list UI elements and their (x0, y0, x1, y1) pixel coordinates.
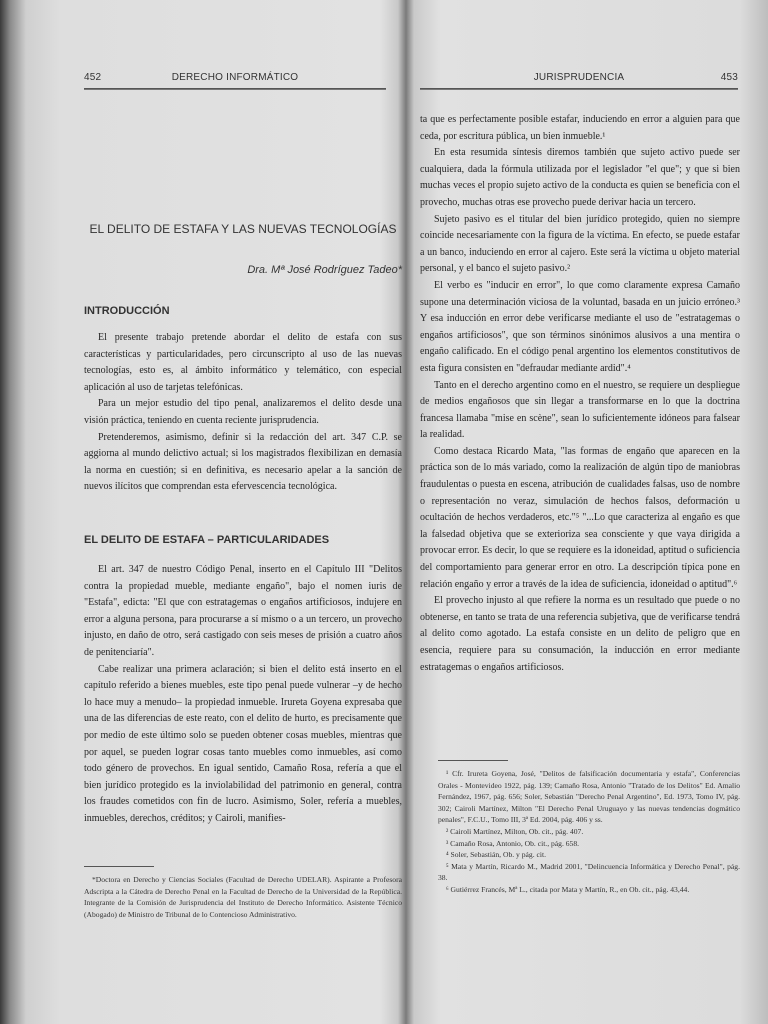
paragraph: Cabe realizar una primera aclaración; si bien el delito está inserto en el capítulo referido a bienes muebles, este tipo penal puede vulnerar –y de hecho lo hace muy a menudo– la propiedad inmueble. Irureta Goyena expresaba que una de las diferencias de este reato, con el delito de hurto, es precisamente que por medio de este último solo se pueden obtener cosas muebles, mientras que por aquel, se pueden lograr cosas tanto muebles como inmuebles, así como todo género de provechos. En igual sentido, Camaño Rosa, refería a que el bien jurídico protegido es la inviolabilidad del patrimonio en general, contra los fraudes cometidos con fin de lucro. Asimismo, Soler, refería a muebles, inmuebles, derechos, créditos; y Cairoli, manifies- (84, 663, 402, 824)
left-footnote (84, 874, 402, 920)
footnote-6: ⁶ Gutiérrez Francés, Mª L., citada por Mata y Martín, R., en Ob. cit., pág. 43,44. (446, 884, 690, 894)
paragraph: El art. 347 de nuestro Código Penal, inserto en el Capítulo III "Delitos contra la propiedad mueble, mediante engaño", bajo el nomen iuris de "Estafa", edicta: "El que con estratagemas o engaños artificiosos, indujere en error a alguna persona, para procurarse a sí mismo o a un tercero, un provecho injusto, en daño de otro, será castigado con seis meses de prisión a cuatro años de penitenciaría". (84, 564, 402, 658)
right-head-rule (420, 89, 738, 90)
right-running-head (420, 70, 738, 89)
paragraph: ta que es perfectamente posible estafar, induciendo en error a alguien para que ceda, por escritura pública, un bien inmueble.¹ (420, 114, 740, 142)
paragraph: En esta resumida síntesis diremos también que sujeto activo puede ser cualquiera, dada la fórmula utilizada por el legislador "el que"; y que si bien muchas veces el propio sujeto activo de la conducta es quien se beneficia con el provecho, muchas otras ese provecho puede derivar hacia un tercero. (420, 147, 740, 208)
introduccion-body (84, 330, 402, 496)
footnote-3: ³ Camaño Rosa, Antonio, Ob. cit., pág. 658. (446, 838, 580, 848)
paragraph: Pretenderemos, asimismo, definir si la redacción del art. 347 C.P. se aggiorna al mundo delictivo actual; si los magistrados flexibilizan en demasía la norma en cuestión; si en definitiva, es necesario apelar a la sanción de nuevos ilícitos que comprendan esta efervescencia tecnológica. (84, 431, 402, 493)
footnote-4: ⁴ Soler, Sebastián, Ob. y pág. cit. (446, 850, 546, 860)
right-footnotes (438, 768, 740, 896)
particularidades-body (84, 562, 402, 828)
left-page-number: 452 (84, 72, 102, 83)
paragraph: Como destaca Ricardo Mata, "las formas de engaño que aparecen en la práctica son de lo más variado, como la realización de algún tipo de maniobras fraudulentas o puesta en escena, atribución de cualidades falsas, uso de nombre o representación no veraz, simulación de hechos falsos, deformación u ocultación de hechos verdaderos, etc."⁵ "...Lo que caracteriza al engaño es que la falsedad objetiva que se exterioriza sea consciente y que vaya dirigida a provocar error. Es decir, lo que se requiere es la idoneidad, aptitud o suficiencia del comportamiento para generar error en otro. La descripción típica pone en relación engaño y error a través de la idea de suficiencia, idoneidad o aptitud".⁶ (420, 445, 740, 590)
footnote-author: *Doctora en Derecho y Ciencias Sociales (Facultad de Derecho UDELAR). Aspirante a Profesora Adscripta a la Cátedra de Derecho Penal en la Facultad de Derecho de la Universidad de la República. Integrante de la Comisión de Jurisprudencia del Instituto de Derecho Informático. Asistente Técnico (Abogado) de Ministro de Tribunal de lo Contencioso Administrativo. (84, 875, 402, 919)
left-footnote-rule (84, 866, 154, 867)
paragraph: El presente trabajo pretende abordar el delito de estafa con sus características y particularidades, pero circunscripto al uso de las nuevas tecnologías, esto es, al ámbito informático y telemático, con especial aplicación al uso de tarjetas telefónicas. (84, 332, 402, 393)
article-author: Dra. Mª José Rodríguez Tadeo* (247, 264, 402, 276)
right-running-title: JURISPRUDENCIA (533, 72, 625, 83)
section-heading-introduccion: INTRODUCCIÓN (84, 305, 170, 317)
paragraph: Para un mejor estudio del tipo penal, analizaremos el delito desde una visión práctica, teniendo en cuenta reciente jurisprudencia. (84, 398, 402, 426)
paragraph: El provecho injusto al que refiere la norma es un resultado que puede o no obtenerse, en tanto se trata de una referencia subjetiva, que de verificarse tendrá al delito como agotado. La estafa consiste en un delito de peligro que en esencia, requiere para su consumación, la inducción en error mediante estratagemas o engaños artificiosos. (420, 595, 740, 673)
article-title: EL DELITO DE ESTAFA Y LAS NUEVAS TECNOLOGÍAS (89, 222, 397, 236)
footnote-2: ² Cairoli Martínez, Milton, Ob. cit., pág. 407. (446, 826, 584, 836)
left-running-title: DERECHO INFORMÁTICO (171, 72, 299, 83)
right-footnote-rule (438, 760, 508, 761)
footnote-5: ⁵ Mata y Martín, Ricardo M., Madrid 2001, "Delincuencia Informática y Derecho Penal", pág. 38. (438, 861, 740, 883)
paragraph: Sujeto pasivo es el titular del bien jurídico protegido, quien no siempre coincide necesariamente con la figura de la víctima. En efecto, se puede estafar a un banco, induciendo en error al cajero. Este será la víctima u objeto material personal, y el banco el sujeto pasivo.² (420, 213, 740, 275)
footnote-1: ¹ Cfr. Irureta Goyena, José, "Delitos de falsificación documentaria y estafa", Conferencias Orales - Montevideo 1922, pág. 139; Camaño Rosa, Antonio "Tratado de los Delitos" Ed. Amalio Fernández, 1967, pág. 656; Soler, Sebastián "Derecho Penal Argentino", Ed. 1973, Tomo IV, pág. 302; Cairoli Martínez, Milton "El Derecho Penal Uruguayo y las nuevas tendencias dogmático penales", F.C.U., Tomo III, 3ª Ed. 2004, pág. 406 y ss. (438, 769, 740, 825)
paragraph: El verbo es "inducir en error", lo que como claramente expresa Camaño supone una determinación viciosa de la voluntad, basada en un juicio erróneo.³ Y esa inducción en error debe verificarse mediante el uso de "estratagemas o engaños artificiosos", que son términos sinónimos alusivos a una mentira o engaño calificado. En el código penal argentino los elementos constitutivos de esta figura consisten en "defraudar mediante ardid".⁴ (420, 279, 740, 374)
right-body (420, 112, 740, 676)
left-head-rule (84, 89, 386, 90)
left-page (28, 0, 402, 1024)
right-page (410, 0, 750, 1024)
paragraph: Tanto en el derecho argentino como en el nuestro, se requiere un despliegue de medios engañosos que sin llegar a transformarse en lo que la doctrina francesa llamaba "mise en scène", sean lo suficientemente idóneos para falsear la realidad. (420, 379, 740, 441)
left-running-head (84, 70, 386, 89)
right-page-number: 453 (720, 72, 738, 83)
section-heading-particularidades: EL DELITO DE ESTAFA – PARTICULARIDADES (84, 534, 330, 546)
